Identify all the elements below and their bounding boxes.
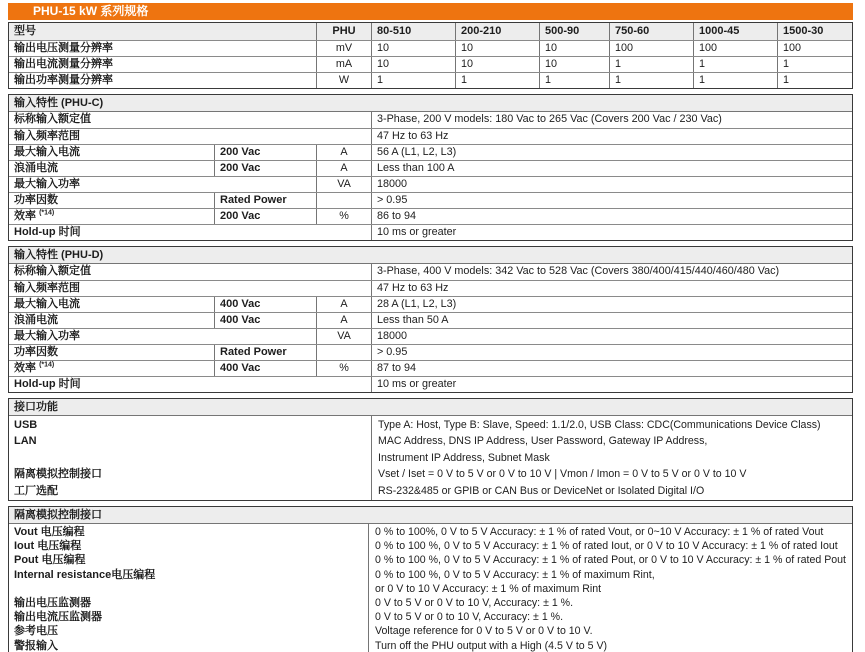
row-label: 输入频率范围 bbox=[14, 282, 80, 294]
row-sub-label: 400 Vac bbox=[214, 297, 316, 312]
row-value: 3-Phase, 200 V models: 180 Vac to 265 Vac (Covers 200 Vac / 230 Vac) bbox=[371, 112, 852, 128]
spec-row bbox=[9, 360, 852, 376]
block-line: Turn off the PHU output with a High (4.5 V to 5 V) bbox=[375, 639, 608, 652]
spec-row bbox=[9, 280, 852, 296]
block-line: 0 V to 5 V or 0 V to 10 V, Accuracy: ± 1 %. bbox=[375, 597, 574, 610]
resolution-value: 10 bbox=[539, 41, 609, 56]
block-line: 0 % to 100 %, 0 V to 5 V Accuracy: ± 1 % of rated Iout, or 0 V to 10 V Accuracy: ± 1 % of rated Iout bbox=[375, 540, 838, 553]
row-sub-label: Rated Power bbox=[214, 193, 316, 208]
row-unit: % bbox=[316, 361, 371, 376]
block-line: 0 % to 100%, 0 V to 5 V Accuracy: ± 1 % of rated Vout, or 0~10 V Accuracy: ± 1 % of rated Vout bbox=[375, 526, 824, 539]
model-table bbox=[8, 22, 853, 89]
row-unit bbox=[316, 345, 371, 360]
resolution-value: 1 bbox=[609, 57, 693, 72]
row-value: 18000 bbox=[371, 177, 852, 192]
row-label: 浪涌电流 bbox=[14, 314, 58, 326]
block-line: MAC Address, DNS IP Address, User Password, Gateway IP Address, bbox=[378, 435, 708, 448]
block-label: Internal resistance电压编程 bbox=[14, 568, 156, 581]
row-label: 最大输入功率 bbox=[14, 178, 80, 190]
section-title: 输入特性 (PHU-C) bbox=[9, 95, 852, 112]
spec-sections bbox=[8, 89, 853, 652]
row-label: 最大输入电流 bbox=[14, 146, 80, 158]
row-value: 56 A (L1, L2, L3) bbox=[371, 145, 852, 160]
row-sub-label: 400 Vac bbox=[214, 313, 316, 328]
row-value: 10 ms or greater bbox=[371, 377, 852, 392]
block-label: 输出电压监测器 bbox=[14, 597, 91, 610]
resolution-value: 1 bbox=[693, 57, 777, 72]
resolution-row bbox=[9, 40, 852, 56]
row-label: Hold-up 时间 bbox=[14, 226, 81, 238]
row-unit: A bbox=[316, 161, 371, 176]
row-value: Less than 100 A bbox=[371, 161, 852, 176]
page-title: PHU-15 kW 系列规格 bbox=[33, 4, 149, 18]
block-label bbox=[14, 582, 363, 596]
row-label: 输出电压测量分辨率 bbox=[14, 42, 113, 54]
row-label: 标称输入额定值 bbox=[14, 265, 91, 277]
spec-row bbox=[9, 192, 852, 208]
spec-row bbox=[9, 312, 852, 328]
block-line: RS-232&485 or GPIB or CAN Bus or DeviceNet or Isolated Digital I/O bbox=[378, 484, 705, 497]
resolution-row bbox=[9, 72, 852, 88]
block-line: Type A: Host, Type B: Slave, Speed: 1.1/2.0, USB Class: CDC(Communications Device Class) bbox=[378, 419, 821, 431]
block-line: 0 % to 100 %, 0 V to 5 V Accuracy: ± 1 % of rated Pout, or 0 V to 10 V Accuracy: ± 1 % of rated Pout bbox=[375, 554, 846, 567]
row-value: 86 to 94 bbox=[371, 209, 852, 224]
row-label: 输入频率范围 bbox=[14, 130, 80, 142]
row-value: 10 ms or greater bbox=[371, 225, 852, 240]
row-sub-label: 200 Vac bbox=[214, 209, 316, 224]
resolution-value: 1 bbox=[693, 73, 777, 88]
footnote-ref: (*14) bbox=[39, 361, 55, 369]
block-label: 工厂选配 bbox=[14, 484, 58, 497]
row-value: 47 Hz to 63 Hz bbox=[371, 129, 852, 144]
section-title: 输入特性 (PHU-D) bbox=[9, 247, 852, 264]
spec-row bbox=[9, 208, 852, 224]
row-unit bbox=[316, 193, 371, 208]
spec-row bbox=[9, 112, 852, 128]
row-label: 效率 $^{(*14)}$ bbox=[14, 361, 55, 374]
spec-row bbox=[9, 328, 852, 344]
row-label: 标称输入额定值 bbox=[14, 113, 91, 125]
row-label: 浪涌电流 bbox=[14, 162, 58, 174]
row-unit: A bbox=[316, 313, 371, 328]
block-label: Vout 电压编程 bbox=[14, 526, 85, 539]
row-label: 最大输入功率 bbox=[14, 330, 80, 342]
row-unit: VA bbox=[316, 329, 371, 344]
block-label: Pout 电压编程 bbox=[14, 554, 86, 567]
spec-row bbox=[9, 144, 852, 160]
section-title: 接口功能 bbox=[9, 399, 852, 416]
block-lines bbox=[368, 524, 852, 652]
row-sub-label: 200 Vac bbox=[214, 161, 316, 176]
resolution-value: 1 bbox=[371, 73, 455, 88]
spec-row bbox=[9, 264, 852, 280]
block-label: 隔离模拟控制接口 bbox=[14, 468, 102, 481]
row-label: Hold-up 时间 bbox=[14, 378, 81, 390]
row-value: > 0.95 bbox=[371, 345, 852, 360]
spec-block bbox=[9, 416, 852, 500]
block-label: USB bbox=[14, 419, 38, 431]
row-value: 3-Phase, 400 V models: 342 Vac to 528 Vac (Covers 380/400/415/440/460/480 Vac) bbox=[371, 264, 852, 280]
resolution-value: 100 bbox=[777, 41, 852, 56]
row-unit: A bbox=[316, 145, 371, 160]
block-line: 0 % to 100 %, 0 V to 5 V Accuracy: ± 1 % of maximum Rint, bbox=[375, 568, 655, 581]
block-label: 参考电压 bbox=[14, 625, 58, 638]
model-label: 型号 bbox=[14, 25, 36, 37]
row-label: 输出功率测量分辨率 bbox=[14, 74, 113, 86]
resolution-value: 10 bbox=[371, 57, 455, 72]
model-name: 750-60 bbox=[609, 23, 693, 40]
row-label: 功率因数 bbox=[14, 346, 58, 358]
row-label: 最大输入电流 bbox=[14, 298, 80, 310]
title-bar bbox=[8, 3, 853, 20]
row-value: 18000 bbox=[371, 329, 852, 344]
spec-row bbox=[9, 344, 852, 360]
resolution-value: 1 bbox=[777, 73, 852, 88]
row-unit: % bbox=[316, 209, 371, 224]
row-sub-label: Rated Power bbox=[214, 345, 316, 360]
resolution-row bbox=[9, 56, 852, 72]
row-unit: mV bbox=[316, 41, 371, 56]
row-unit: A bbox=[316, 297, 371, 312]
block-label: Iout 电压编程 bbox=[14, 540, 82, 553]
resolution-value: 100 bbox=[609, 41, 693, 56]
row-value: 28 A (L1, L2, L3) bbox=[371, 297, 852, 312]
row-label: 效率 $^{(*14)}$ bbox=[14, 209, 55, 222]
model-name: 80-510 bbox=[371, 23, 455, 40]
spec-row bbox=[9, 160, 852, 176]
block-line: Vset / Iset = 0 V to 5 V or 0 V to 10 V | Vmon / Imon = 0 V to 5 V or 0 V to 10 V bbox=[378, 468, 747, 481]
row-unit: VA bbox=[316, 177, 371, 192]
section-title: 隔离模拟控制接口 bbox=[9, 507, 852, 524]
block-label: 警报输入 bbox=[14, 639, 58, 652]
row-sub-label: 400 Vac bbox=[214, 361, 316, 376]
block-line: Instrument IP Address, Subnet Mask bbox=[378, 451, 550, 464]
row-label: 功率因数 bbox=[14, 194, 58, 206]
spec-section bbox=[8, 398, 853, 501]
resolution-value: 10 bbox=[455, 57, 539, 72]
row-sub-label: 200 Vac bbox=[214, 145, 316, 160]
model-name: 1000-45 bbox=[693, 23, 777, 40]
resolution-value: 10 bbox=[539, 57, 609, 72]
row-value: Less than 50 A bbox=[371, 313, 852, 328]
resolution-value: 100 bbox=[693, 41, 777, 56]
block-label: 输出电流压监测器 bbox=[14, 611, 102, 624]
block-line: or 0 V to 10 V Accuracy: ± 1 % of maximum Rint bbox=[375, 582, 602, 595]
row-value: 47 Hz to 63 Hz bbox=[371, 281, 852, 296]
block-line: 0 V to 5 V or 0 to 10 V, Accuracy: ± 1 %. bbox=[375, 611, 564, 624]
row-unit: mA bbox=[316, 57, 371, 72]
block-label bbox=[14, 450, 366, 466]
spec-section bbox=[8, 246, 853, 393]
resolution-value: 1 bbox=[609, 73, 693, 88]
block-labels bbox=[9, 524, 368, 652]
row-value: 87 to 94 bbox=[371, 361, 852, 376]
row-value: > 0.95 bbox=[371, 193, 852, 208]
unit-header: PHU bbox=[316, 23, 371, 40]
footnote-ref: (*14) bbox=[39, 209, 55, 217]
spec-row bbox=[9, 176, 852, 192]
block-line: Voltage reference for 0 V to 5 V or 0 V to 10 V. bbox=[375, 625, 593, 638]
block-labels bbox=[9, 416, 371, 500]
spec-section bbox=[8, 94, 853, 241]
spec-section bbox=[8, 506, 853, 652]
resolution-value: 1 bbox=[539, 73, 609, 88]
model-name: 500-90 bbox=[539, 23, 609, 40]
spec-row bbox=[9, 224, 852, 240]
model-header-row bbox=[9, 23, 852, 40]
resolution-value: 1 bbox=[455, 73, 539, 88]
spec-row bbox=[9, 376, 852, 392]
row-label: 输出电流测量分辨率 bbox=[14, 58, 113, 70]
spec-row bbox=[9, 296, 852, 312]
resolution-value: 10 bbox=[455, 41, 539, 56]
model-name: 1500-30 bbox=[777, 23, 852, 40]
block-lines bbox=[371, 416, 852, 500]
resolution-value: 10 bbox=[371, 41, 455, 56]
row-unit: W bbox=[316, 73, 371, 88]
model-name: 200-210 bbox=[455, 23, 539, 40]
spec-row bbox=[9, 128, 852, 144]
resolution-value: 1 bbox=[777, 57, 852, 72]
block-label: LAN bbox=[14, 435, 37, 448]
spec-block bbox=[9, 524, 852, 652]
